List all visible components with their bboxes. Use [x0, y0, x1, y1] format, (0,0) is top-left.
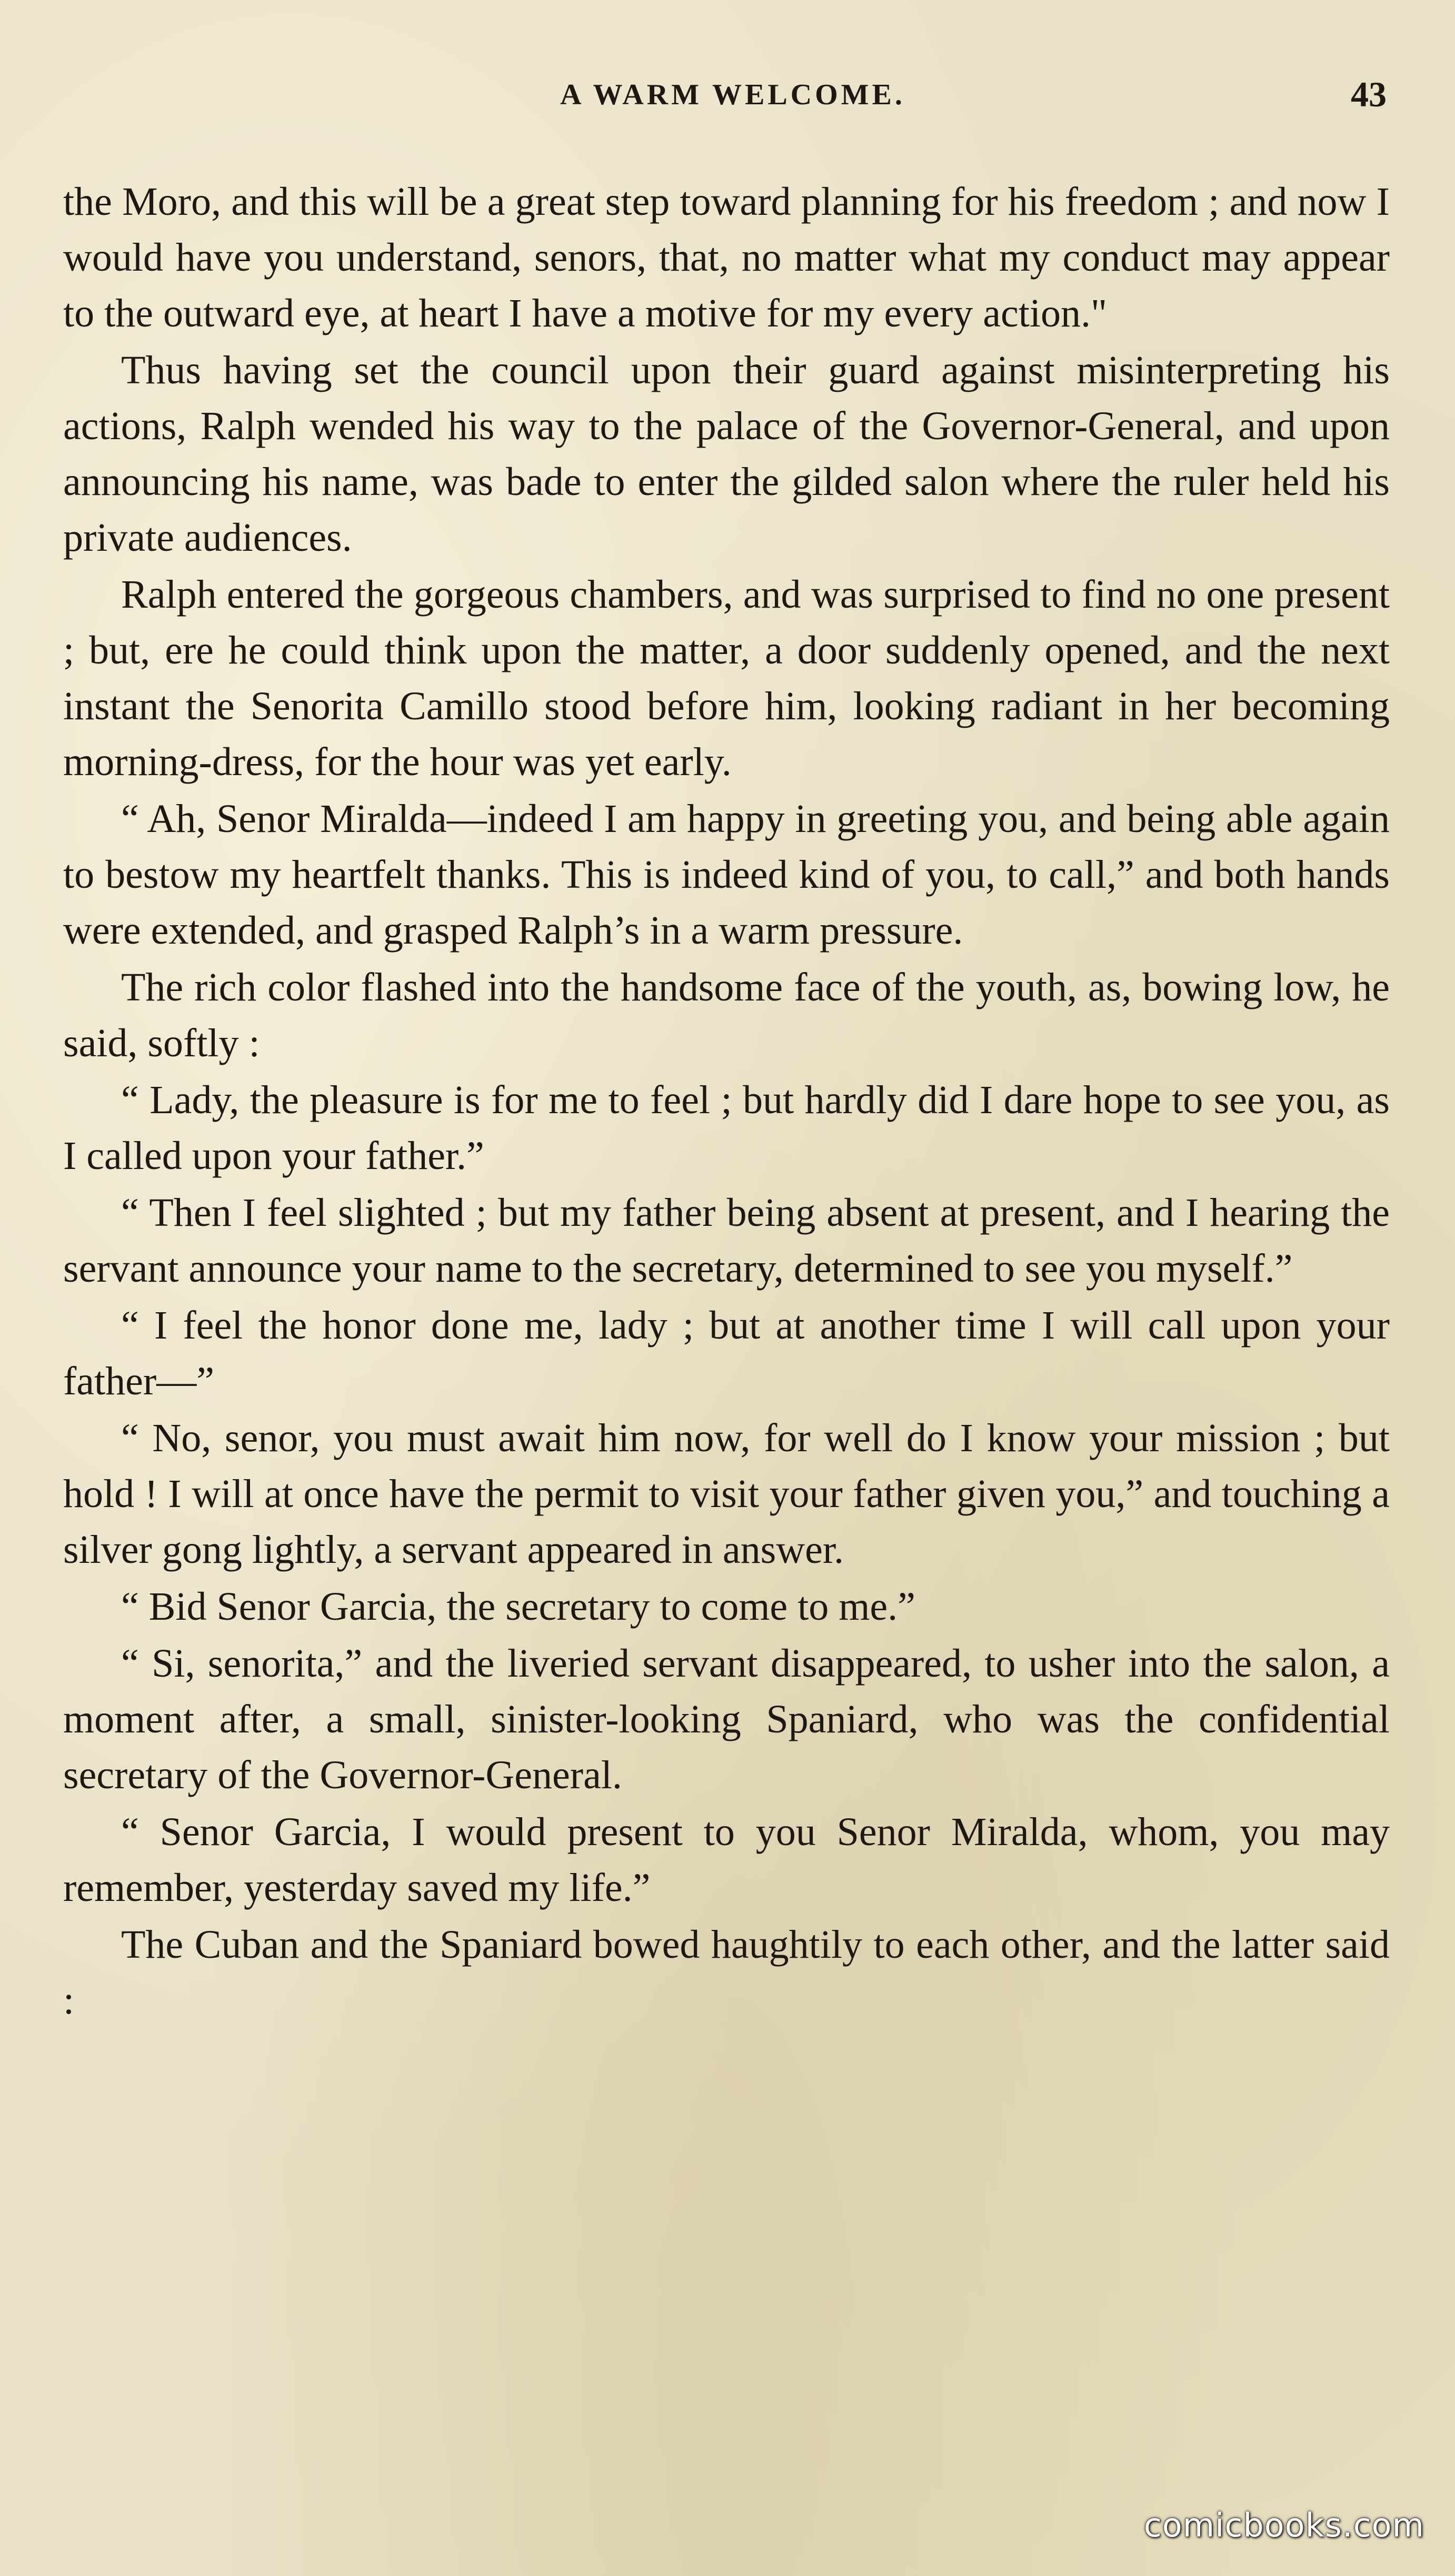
page-header: [63, 74, 1402, 121]
paragraph: “ Si, senorita,” and the liveried servant disappeared, to usher into the salon, a moment after, a small, sinister-looking Spaniard, who was the confidential secretary of the Governor-General.: [63, 1641, 1390, 1797]
paragraph: Thus having set the council upon their guard against misinterpreting his actions, Ralph wended his way to the palace of the Governor-General, and upon announcing his name, was bade to enter the gilded salon where the ruler held his private audiences.: [63, 348, 1390, 560]
page-number: 43: [1351, 74, 1387, 114]
paragraph: “ No, senor, you must await him now, for well do I know your mission ; but hold ! I will at once have the permit to visit your father given you,” and touching a silver gong lightly, a servant appeared in answer.: [63, 1416, 1390, 1572]
paragraph: “ Bid Senor Garcia, the secretary to come to me.”: [121, 1584, 915, 1629]
paragraph: the Moro, and this will be a great step toward planning for his freedom ; and now I would have you understand, senors, that, no matter what my conduct may appear to the outward eye, at heart I have a motive for my every action.": [63, 180, 1390, 335]
paragraph: “ Lady, the pleasure is for me to feel ; but hardly did I dare hope to see you, as I called upon your father.”: [63, 1078, 1390, 1178]
paragraph: “ Then I feel slighted ; but my father being absent at present, and I hearing the servant announce your name to the secretary, determined to see you myself.”: [63, 1191, 1390, 1291]
paragraph: “ Senor Garcia, I would present to you Senor Miralda, whom, you may remember, yesterday saved my life.”: [63, 1810, 1390, 1910]
paragraph: “ I feel the honor done me, lady ; but at another time I will call upon your father—”: [63, 1303, 1390, 1403]
paragraph: The Cuban and the Spaniard bowed haughtily to each other, and the latter said :: [63, 1923, 1390, 2023]
running-title: A WARM WELCOME.: [560, 78, 905, 111]
watermark: comicbooks.com: [1143, 2506, 1424, 2544]
paragraph: The rich color flashed into the handsome face of the youth, as, bowing low, he said, softly :: [63, 965, 1390, 1065]
paragraph: “ Ah, Senor Miralda—indeed I am happy in greeting you, and being able again to bestow my heartfelt thanks. This is indeed kind of you, to call,” and both hands were extended, and grasped Ralph’s in a warm pressure.: [63, 797, 1390, 953]
body-text: [63, 174, 1390, 2028]
paragraph: Ralph entered the gorgeous chambers, and was surprised to find no one present ; but, ere he could think upon the matter, a door suddenly opened, and the next instant the Senorita Camillo stood before him, looking radiant in her becoming morning-dress, for the hour was yet early.: [63, 572, 1390, 784]
